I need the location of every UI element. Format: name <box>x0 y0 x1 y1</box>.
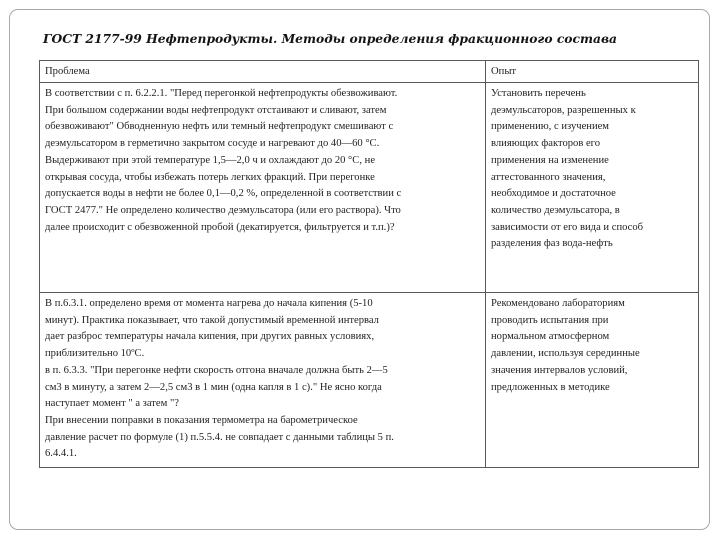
text-line: наступает момент " а затем "? <box>45 398 180 410</box>
text-line: обезвоживают" Обводненную нефть или темный нефтепродукт смешивают с <box>45 121 394 133</box>
text-line: В п.6.3.1. определено время от момента нагрева до начала кипения (5-10 <box>45 298 373 309</box>
text-line: см3 в минуту, а затем 2—2,5 см3 в 1 мин (одна капля в 1 с)." Не ясно когда <box>45 381 382 393</box>
text-line: допускается воды в нефти не более 0,1—0,2 %, определенной в соответствии с <box>45 188 402 200</box>
text-line: В соответствии с п. 6.2.2.1. "Перед перегонкой нефтепродукты обезвоживают. <box>45 88 398 99</box>
header-experience: Опыт <box>486 61 699 83</box>
text-line: Установить перечень <box>491 88 586 99</box>
experience-cell <box>486 83 699 293</box>
text-line: давлении, используя серединные <box>491 348 640 360</box>
problem-cell <box>40 83 486 293</box>
problem-cell <box>40 293 486 468</box>
text-line: открывая сосуда, чтобы избежать потерь легких фракций. При перегонке <box>45 171 375 183</box>
text-line: При внесении поправки в показания термометра на барометрическое <box>45 414 358 426</box>
text-line: деэмульсатором в герметично закрытом сосуде и нагревают до 40—60 °С. <box>45 138 380 150</box>
text-line: значения интервалов условий, <box>491 364 628 376</box>
text-line: предложенных в методике <box>491 381 610 393</box>
text-line: минут). Практика показывает, что такой допустимый временной интервал <box>45 314 379 326</box>
text-line: необходимое и достаточное <box>491 188 616 200</box>
text-line: ГОСТ 2477." Не определено количество деэмульсатора (или его раствора). Что <box>45 204 401 216</box>
text-line: Рекомендовано лабораториям <box>491 298 625 309</box>
text-line: применению, с изучением <box>491 121 610 133</box>
text-line: аттестованного значения, <box>491 171 606 183</box>
text-line: влияющих факторов его <box>491 138 601 150</box>
text-line: разделения фаз вода-нефть <box>491 238 613 250</box>
text-line: Выдерживают при этой температуре 1,5—2,0 ч и охлаждают до 20 °С, не <box>45 154 376 166</box>
text-line: дает разброс температуры начала кипения, при других равных условиях, <box>45 331 375 343</box>
text-line: При большом содержании воды нефтепродукт отстаивают и сливают, затем <box>45 104 387 116</box>
text-line: проводить испытания при <box>491 314 609 326</box>
text-line: нормальном атмосферном <box>491 331 610 343</box>
page-title: ГОСТ 2177-99 Нефтепродукты. Методы определения фракционного состава <box>43 31 618 46</box>
table-header-row <box>40 61 699 83</box>
text-line: количество деэмульсатора, в <box>491 204 620 216</box>
text-line: в п. 6.3.3. "При перегонке нефти скорость отгона вначале должна быть 2—5 <box>45 364 388 376</box>
text-line: приблизительно 10ºС. <box>45 348 145 360</box>
problems-table <box>39 60 699 468</box>
table-row <box>40 293 699 468</box>
text-line: применения на изменение <box>491 154 609 166</box>
text-line: зависимости от его вида и способ <box>491 221 644 233</box>
experience-cell <box>486 293 699 468</box>
table-row <box>40 83 699 293</box>
header-problem: Проблема <box>40 61 486 83</box>
text-line: 6.4.4.1. <box>45 448 77 460</box>
text-line: деэмульсаторов, разрешенных к <box>491 104 636 116</box>
text-line: далее происходит с обезвоженной пробой (декатируется, фильтруется и т.п.)? <box>45 221 395 233</box>
text-line: давление расчет по формуле (1) п.5.5.4. не совпадает с данными таблицы 5 п. <box>45 431 394 443</box>
